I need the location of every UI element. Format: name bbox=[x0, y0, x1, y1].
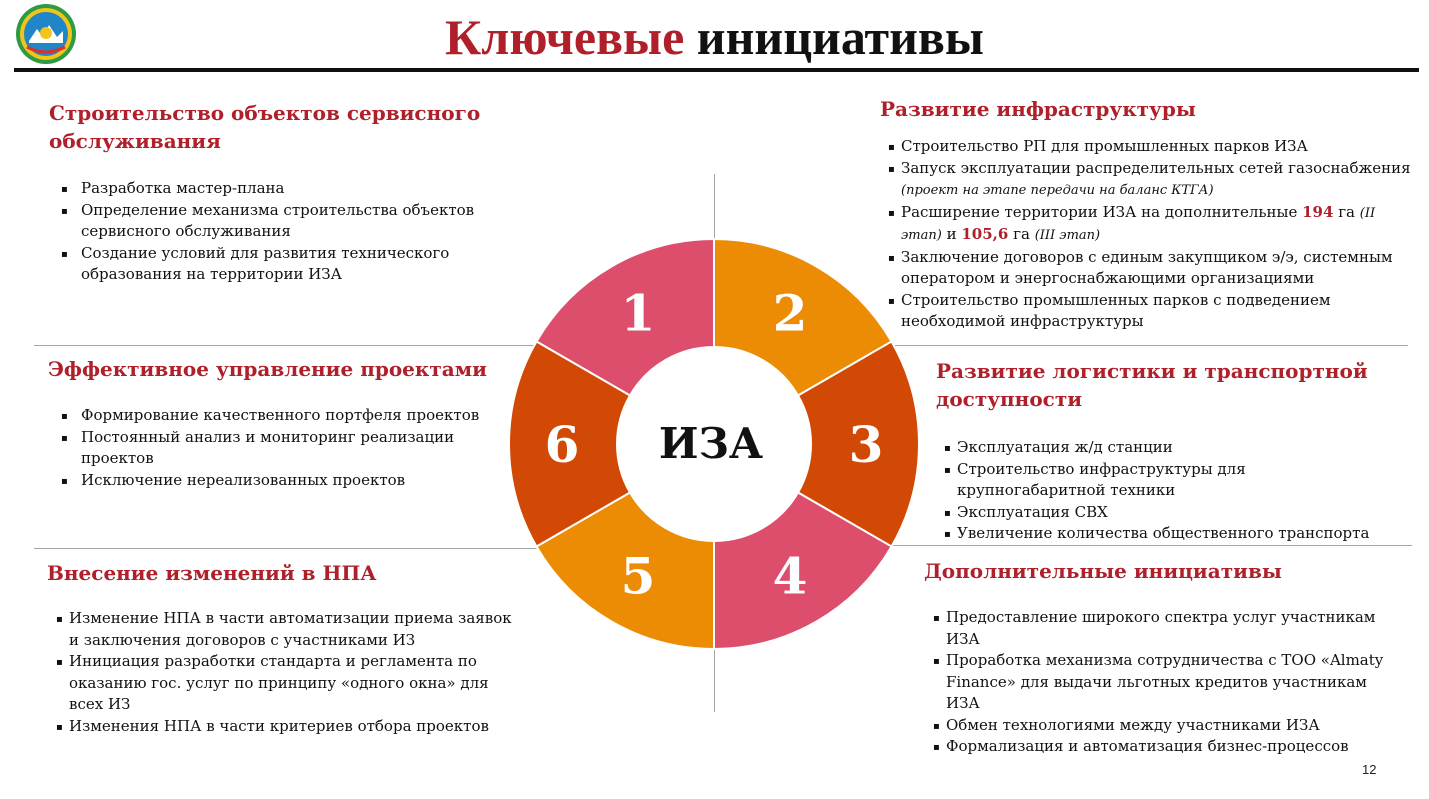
segment-number-2: 2 bbox=[772, 283, 808, 343]
area-value-2: 105,6 bbox=[961, 225, 1009, 243]
section-1-item: ▪ Разработка мастер-плана bbox=[61, 178, 501, 200]
section-6-item: ▪ Исключение нереализованных проектов bbox=[61, 470, 511, 492]
stage-note-2: (III этап) bbox=[1034, 228, 1101, 243]
section-4-item: ▪ Предоставление широкого спектра услуг участникам ИЗА bbox=[933, 607, 1386, 650]
section-6-list bbox=[61, 405, 511, 491]
section-2-item: ▪ Заключение договоров с единым закупщиком э/э, системным оператором и энергоснабжающими организациями bbox=[888, 247, 1420, 290]
segment-number-5: 5 bbox=[620, 546, 656, 606]
section-3-item: ▪ Увеличение количества общественного транспорта bbox=[944, 523, 1414, 545]
stage-note-1: (II этап) bbox=[901, 205, 1376, 243]
page-number: 12 bbox=[1362, 762, 1377, 777]
section-4-title: Дополнительные инициативы bbox=[924, 559, 1282, 583]
section-4-item: ▪ Обмен технологиями между участниками ИЗА bbox=[933, 715, 1403, 737]
section-3-item: ▪ Строительство инфраструктуры для крупногабаритной техники bbox=[944, 459, 1277, 502]
section-2-item: ▪ Строительство промышленных парков с подведением необходимой инфраструктуры bbox=[888, 290, 1420, 333]
section-2-item-text: га bbox=[1008, 225, 1035, 243]
section-6-item: ▪ Постоянный анализ и мониторинг реализации проектов bbox=[61, 427, 511, 470]
section-1-list bbox=[61, 178, 501, 286]
section-2-title: Развитие инфраструктуры bbox=[880, 97, 1196, 121]
section-2-item-note: (проект на этапе передачи на баланс КТГА) bbox=[901, 183, 1214, 198]
section-1-title: Строительство объектов сервисного обслуживания bbox=[49, 101, 481, 153]
area-value-1: 194 bbox=[1302, 202, 1334, 221]
section-4-item: ▪ Проработка механизма сотрудничества с ТОО «Almaty Finance» для выдачи льготных кредитов участникам ИЗА bbox=[933, 650, 1396, 715]
section-2-item: ▪ Строительство РП для промышленных парков ИЗА bbox=[888, 136, 1420, 158]
section-6-item: ▪ Формирование качественного портфеля проектов bbox=[61, 405, 511, 427]
section-2-item-text: и bbox=[941, 225, 962, 243]
center-label: ИЗА bbox=[658, 419, 764, 468]
section-2-item-text: га bbox=[1333, 202, 1360, 221]
section-3-item: ▪ Эксплуатация ж/д станции bbox=[944, 437, 1414, 459]
segment-number-4: 4 bbox=[772, 546, 808, 606]
segment-number-6: 6 bbox=[544, 415, 580, 474]
segment-number-3: 3 bbox=[848, 415, 884, 474]
section-5-item: ▪ Изменение НПА в части автоматизации приема заявок и заключения договоров с участниками ИЗ bbox=[56, 608, 526, 651]
page-title-red: Ключевые bbox=[445, 9, 685, 65]
section-5-item: ▪ Изменения НПА в части критериев отбора проектов bbox=[56, 716, 526, 738]
section-2-item bbox=[888, 202, 1420, 247]
section-2-item-text: Запуск эксплуатации распределительных сетей газоснабжения bbox=[901, 158, 1411, 177]
section-2-list bbox=[888, 136, 1420, 333]
segment-number-1: 1 bbox=[620, 283, 656, 343]
section-4-item: ▪ Формализация и автоматизация бизнес-процессов bbox=[933, 736, 1403, 758]
page-title-black: инициативы bbox=[696, 9, 984, 65]
section-6-title: Эффективное управление проектами bbox=[48, 357, 487, 381]
section-1-item: ▪ Создание условий для развития технического образования на территории ИЗА bbox=[61, 243, 501, 286]
section-4-list bbox=[933, 607, 1403, 758]
section-3-title: Развитие логистики и транспортной доступности bbox=[936, 359, 1368, 411]
section-5-item: ▪ Инициация разработки стандарта и регламента по оказанию гос. услуг по принципу «одного окна» для всех ИЗ bbox=[56, 651, 499, 716]
section-2-item bbox=[888, 158, 1420, 202]
section-3-list bbox=[944, 437, 1414, 545]
section-5-list bbox=[56, 608, 526, 737]
section-5-title: Внесение изменений в НПА bbox=[47, 561, 377, 585]
section-3-item: ▪ Эксплуатация СВХ bbox=[944, 502, 1414, 524]
section-2-item-text: Расширение территории ИЗА на дополнительные bbox=[901, 202, 1303, 221]
section-1-item: ▪ Определение механизма строительства объектов сервисного обслуживания bbox=[61, 200, 501, 243]
